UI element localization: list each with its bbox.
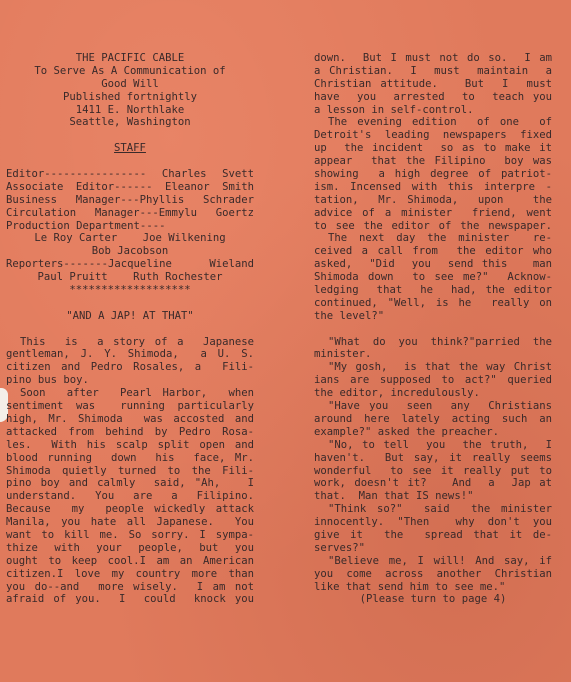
article-line: citizen and Pedro Rosales, a Fili- <box>6 361 254 374</box>
article-line: the level?" <box>314 309 385 322</box>
article-line: attacked from behind by Pedro Rosa- <box>6 425 254 438</box>
masthead-address: 1411 E. Northlake <box>75 103 185 116</box>
article-line: around here lately acting such an <box>314 412 552 425</box>
article-line: ought to keep cool.I am an American <box>6 554 254 567</box>
article-line: innocently. "Then why don't you <box>314 516 552 529</box>
article-line: ceived a call from the editor who <box>314 245 552 258</box>
article-line: sentiment was running particularly <box>6 400 254 413</box>
article-line: "Have you seen any Christians <box>328 400 552 413</box>
article-line: a Christian. I must maintain a <box>314 64 552 77</box>
staff-line: Associate Editor------ Eleanor Smith <box>6 180 254 193</box>
article-line: that. Man that IS news!" <box>314 490 474 503</box>
article-line: ism. Incensed with this interpre - <box>314 180 552 193</box>
article-line: Manila, you hate all Japanese. You <box>6 516 254 529</box>
article-line: les. With his scalp split open and <box>6 438 254 451</box>
article-line: Detroit's leading newspapers fixed <box>314 129 552 142</box>
staff-heading: STAFF <box>114 142 146 155</box>
article-line: ledging that he had, the editor <box>314 284 552 297</box>
masthead-title: THE PACIFIC CABLE <box>75 52 185 64</box>
article-line: example?" asked the preacher. <box>314 425 499 438</box>
staff-line: Business Manager---Phyllis Schrader <box>6 193 254 206</box>
article-line: "Believe me, I will! And say, if <box>328 554 552 567</box>
article-line: This is a story of a Japanese <box>20 335 254 348</box>
staff-stars-divider: ******************* <box>69 284 191 297</box>
masthead-tagline-2: Good Will <box>101 77 159 90</box>
staff-line: Le Roy Carter Joe Wilkening <box>34 232 226 245</box>
staff-line: Reporters-------Jacqueline Wieland <box>6 258 254 271</box>
article-line: continued, "Well, is he really on <box>314 296 552 309</box>
article-line: afraid of you. I could knock you <box>6 593 254 606</box>
article-line: Because my people wickedly attack <box>6 503 254 516</box>
article-headline: "AND A JAP! AT THAT" <box>66 309 194 322</box>
article-line: a lesson in self-control. <box>314 103 474 116</box>
article-line: showing a high degree of patriot- <box>314 168 552 181</box>
article-line: Soon after Pearl Harbor, when <box>20 387 254 400</box>
staff-line: Circulation Manager---Emmylu Goertz <box>6 206 254 219</box>
article-line: gentleman, J. Y. Shimoda, a U. S. <box>6 348 254 361</box>
article-line: "My gosh, is that the way Christ <box>328 361 552 374</box>
article-line: "Think so?" said the minister <box>328 503 552 516</box>
article-line: you come across another Christian <box>314 567 552 580</box>
article-line: "No, to tell you the truth, I <box>328 438 552 451</box>
article-line: pino boy and calmly said, "Ah, I <box>6 477 254 490</box>
right-column <box>314 0 552 606</box>
article-line: thize with your people, but you <box>6 541 254 554</box>
article-line: wonderful to see it really put to <box>314 464 552 477</box>
masthead-tagline-1: To Serve As A Communication of <box>34 64 226 77</box>
article-line: Christian attitude. But I must <box>314 77 552 90</box>
masthead-schedule: Published fortnightly <box>63 90 197 103</box>
article-line: minister. <box>314 348 372 361</box>
article-line: up the incident so as to make it <box>314 142 552 155</box>
article-line: The evening edition of one of <box>328 116 552 129</box>
article-line: tation, Mr. Shimoda, upon the <box>314 193 552 206</box>
article-line: ians are supposed to act?" queried <box>314 374 552 387</box>
article-line: have you arrested to teach you <box>314 90 552 103</box>
article-line: haven't. But say, it really seems <box>314 451 552 464</box>
article-line: asked, "Did you send this man <box>314 258 552 271</box>
article-line: appear that the Filipino boy was <box>314 155 552 168</box>
article-line: you do--and more wisely. I am not <box>6 580 254 593</box>
article-line: "What do you think?"parried the <box>328 335 552 348</box>
masthead-city: Seattle, Washington <box>69 116 191 129</box>
article-line: want to kill me. So sorry. I sympa- <box>6 528 254 541</box>
article-line: down. But I must not do so. I am <box>314 52 552 64</box>
article-line: work, doesn't it? And a Jap at <box>314 477 552 490</box>
staff-line: Paul Pruitt Ruth Rochester <box>37 271 223 284</box>
article-line: give it the spread that it de- <box>314 528 552 541</box>
article-line: pino bus boy. <box>6 374 89 387</box>
article-line: advice of a minister friend, went <box>314 206 552 219</box>
article-line: Shimoda quietly turned to the Fili- <box>6 464 254 477</box>
article-line: serves?" <box>314 541 366 554</box>
article-line: like that send him to see me." <box>314 580 506 593</box>
article-line: Shimoda down to see me?" Acknow- <box>314 271 552 284</box>
continued-notice: (Please turn to page 4) <box>359 593 507 606</box>
article-line: the editor, incredulously. <box>314 387 480 400</box>
article-line: understand. You are a Filipino. <box>6 490 254 503</box>
left-column <box>6 0 254 606</box>
article-line: The next day the minister re- <box>328 232 552 245</box>
article-line: citizen.I love my country more than <box>6 567 254 580</box>
article-line: blood running down his face, Mr. <box>6 451 254 464</box>
article-line: high, Mr. Shimoda was accosted and <box>6 412 254 425</box>
staff-line: Bob Jacobson <box>91 245 169 258</box>
staff-line: Editor---------------- Charles Svett <box>6 168 254 181</box>
staff-line: Production Department---- <box>6 219 166 232</box>
article-line: to see the editor of the newspaper. <box>314 219 552 232</box>
